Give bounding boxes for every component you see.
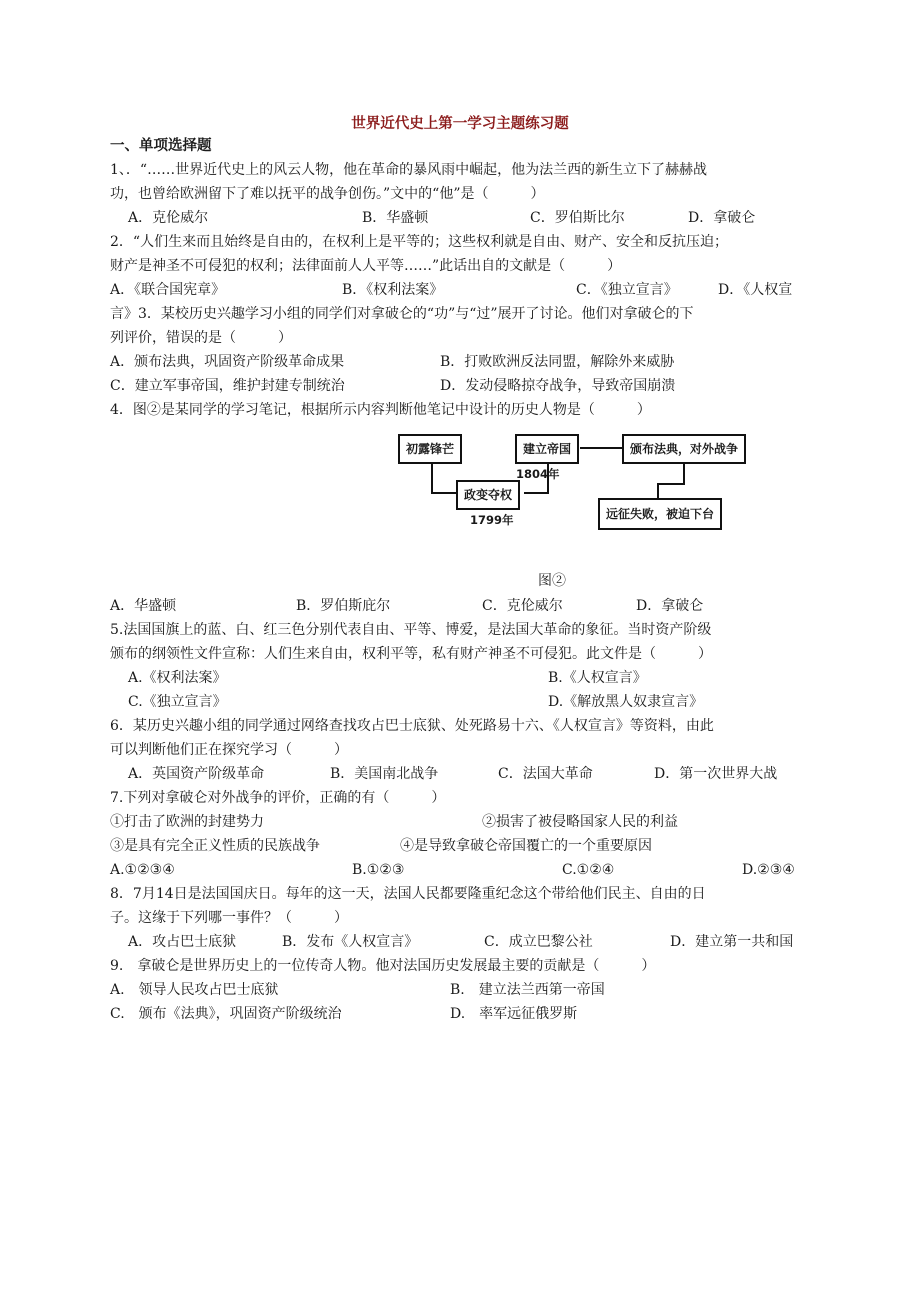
connector-1 — [432, 462, 456, 493]
option-c: C.①②④ — [562, 862, 615, 878]
option-a: A.①②③④ — [110, 862, 175, 878]
option-b: B．《权利法案》 — [342, 282, 444, 298]
option-a: A.《权利法案》 — [128, 670, 227, 686]
option-c: C．克伦威尔 — [482, 598, 563, 614]
figure-caption: 图② — [538, 573, 566, 589]
timeline-box-defeat: 远征失败，被迫下台 — [598, 498, 722, 530]
timeline-box-debut: 初露锋芒 — [398, 434, 462, 464]
question-6-line-2: 可以判断他们正在探究学习（ ） — [110, 742, 348, 758]
option-d: D．建立第一共和国 — [670, 934, 794, 950]
option-b: B．华盛顿 — [362, 210, 429, 226]
option-b: B．打败欧洲反法同盟，解除外来威胁 — [440, 354, 675, 370]
option-a: A．攻占巴士底狱 — [128, 934, 237, 950]
timeline-box-coup: 政变夺权 — [456, 480, 520, 510]
option-d: D．拿破仑 — [636, 598, 704, 614]
timeline-box-empire: 建立帝国 — [515, 434, 579, 464]
question-2-line-2: 财产是神圣不可侵犯的权利；法律面前人人平等……”此话出自的文献是（ ） — [110, 258, 622, 274]
question-9-line-1: 9. 拿破仑是世界历史上的一位传奇人物。他对法国历史发展最主要的贡献是（ ） — [110, 958, 656, 974]
question-5-line-2: 颁布的纲领性文件宣称：人们生来自由，权利平等，私有财产神圣不可侵犯。此文件是（ ） — [110, 646, 712, 662]
question-8-line-1: 8．7月14日是法国国庆日。每年的这一天，法国人民都要隆重纪念这个带给他们民主、自由的日 — [110, 886, 706, 902]
option-c: C．建立军事帝国，维护封建专制统治 — [110, 378, 345, 394]
option-b: B.《人权宣言》 — [548, 670, 647, 686]
option-d: D．拿破仑 — [688, 210, 756, 226]
question-5-line-1: 5.法国国旗上的蓝、白、红三色分别代表自由、平等、博爱，是法国大革命的象征。当时资产阶级 — [110, 622, 712, 638]
question-3-line-2: 列评价，错误的是（ ） — [110, 330, 292, 346]
option-c: C．法国大革命 — [498, 766, 593, 782]
statement-1: ①打击了欧洲的封建势力 — [110, 814, 264, 830]
question-2-line-1: 2．“人们生来而且始终是自由的，在权利上是平等的；这些权利就是自由、财产、安全和反抗压迫； — [110, 234, 729, 250]
option-b: B. 建立法兰西第一帝国 — [450, 982, 605, 998]
option-b: B．罗伯斯庇尔 — [296, 598, 391, 614]
option-c: C．罗伯斯比尔 — [530, 210, 625, 226]
option-a: A．克伦威尔 — [128, 210, 209, 226]
year-label-1804: 1804年 — [516, 467, 560, 481]
option-c: C.《独立宣言》 — [128, 694, 227, 710]
option-d: D.《解放黑人奴隶宣言》 — [548, 694, 704, 710]
page-title: 世界近代史上第一学习主题练习题 — [351, 116, 569, 132]
option-d: D．发动侵略掠夺战争，导致帝国崩溃 — [440, 378, 676, 394]
option-d: D. 率军远征俄罗斯 — [450, 1006, 578, 1022]
connector-4 — [658, 462, 684, 498]
option-a: A．颁布法典，巩固资产阶级革命成果 — [110, 354, 345, 370]
question-6-line-1: 6．某历史兴趣小组的同学通过网络查找攻占巴士底狱、处死路易十六、《人权宣言》等资料，由此 — [110, 718, 714, 734]
section-heading: 一、单项选择题 — [110, 138, 212, 154]
option-d: D．《人权宣 — [718, 282, 793, 298]
option-a: A．华盛顿 — [110, 598, 177, 614]
option-b: B．美国南北战争 — [330, 766, 439, 782]
option-c: C. 颁布《法典》，巩固资产阶级统治 — [110, 1006, 342, 1022]
timeline-box-code: 颁布法典，对外战争 — [622, 434, 746, 464]
statement-2: ②损害了被侵略国家人民的利益 — [482, 814, 678, 830]
option-c: C．成立巴黎公社 — [484, 934, 593, 950]
option-d: D.②③④ — [742, 862, 795, 878]
option-a: A．英国资产阶级革命 — [128, 766, 265, 782]
question-3-line-1: 言》3．某校历史兴趣学习小组的同学们对拿破仑的“功”与“过”展开了讨论。他们对拿破仑的下 — [110, 306, 694, 322]
statement-3: ③是具有完全正义性质的民族战争 — [110, 838, 320, 854]
question-1-line-1: 1、．“……世界近代史上的风云人物，他在革命的暴风雨中崛起，他为法兰西的新生立下了赫赫战 — [110, 162, 708, 178]
question-7-line-1: 7.下列对拿破仑对外战争的评价，正确的有（ ） — [110, 790, 446, 806]
option-d: D．第一次世界大战 — [654, 766, 778, 782]
question-1-line-2: 功，也曾给欧洲留下了难以抚平的战争创伤。”文中的“他”是（ ） — [110, 186, 545, 202]
statement-4: ④是导致拿破仑帝国覆亡的一个重要原因 — [400, 838, 652, 854]
option-b: B．发布《人权宣言》 — [282, 934, 419, 950]
year-label-1799: 1799年 — [470, 513, 514, 527]
option-c: C．《独立宣言》 — [576, 282, 678, 298]
option-a: A. 领导人民攻占巴士底狱 — [110, 982, 279, 998]
question-8-line-2: 子。这缘于下列哪一事件？（ ） — [110, 910, 348, 926]
option-a: A．《联合国宪章》 — [110, 282, 226, 298]
option-b: B.①②③ — [352, 862, 405, 878]
question-4-line-1: 4．图②是某同学的学习笔记，根据所示内容判断他笔记中设计的历史人物是（ ） — [110, 402, 651, 418]
